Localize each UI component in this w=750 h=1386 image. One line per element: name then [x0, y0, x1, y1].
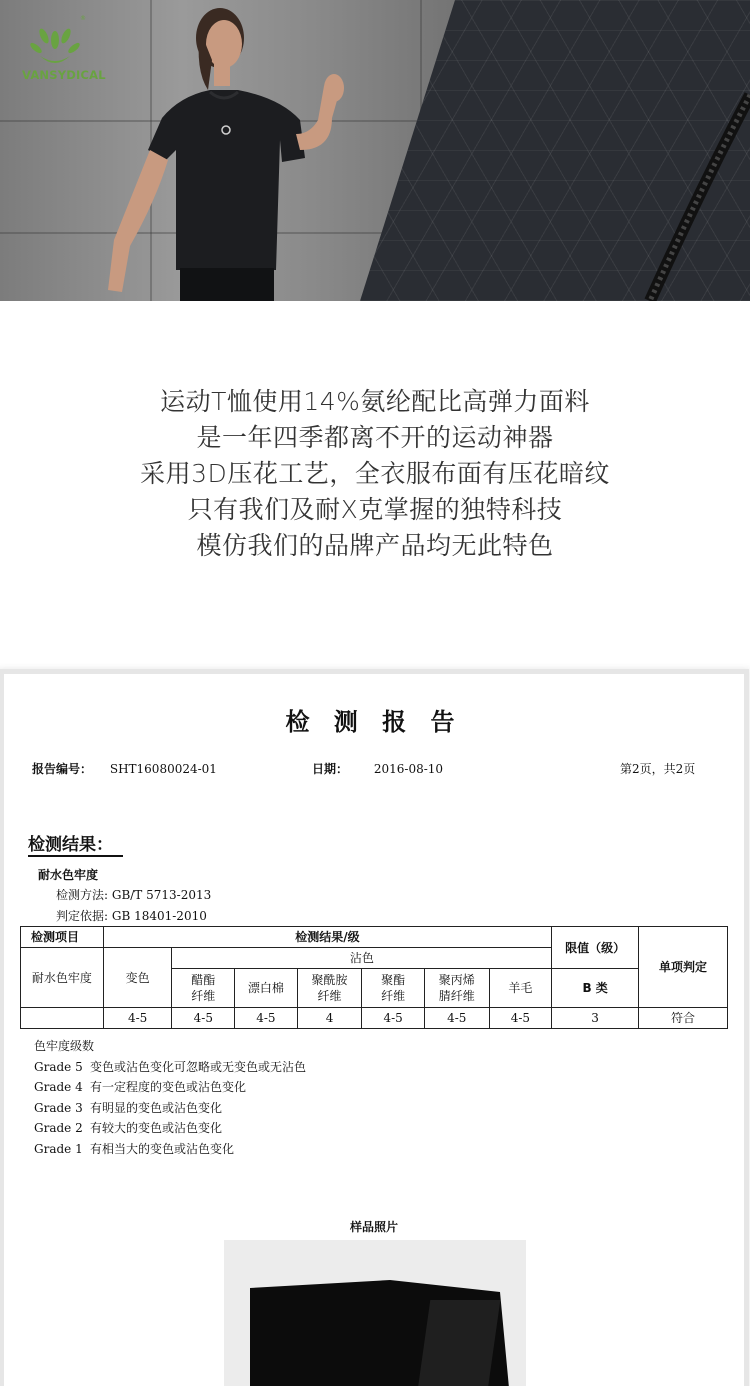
header-result: 检测结果/级: [103, 927, 551, 948]
test-report-document: [4, 674, 744, 1386]
fiber-cell: 聚丙烯 腈纤维: [424, 969, 489, 1008]
judgement-value: 符合: [639, 1008, 728, 1029]
col-change: 变色: [103, 948, 172, 1008]
grade-legend: [34, 1036, 306, 1160]
athlete-image: [100, 0, 360, 301]
description-line: 只有我们及耐X克掌握的独特科技: [187, 495, 563, 524]
grade-item: Grade 1 有相当大的变色或沾色变化: [34, 1141, 235, 1156]
results-table: [20, 926, 728, 1029]
value-cell: 4-5: [489, 1008, 552, 1029]
report-number-value: SHT16080024-01: [109, 762, 217, 776]
header-limit: 限值（级）: [552, 927, 639, 969]
limit-class: B 类: [552, 969, 639, 1008]
page-indicator: 第2页，共2页: [620, 762, 696, 776]
test-method: 检测方法: GB/T 5713-2013: [56, 888, 212, 902]
report-date: [312, 760, 443, 777]
header-item: 检测项目: [21, 927, 104, 948]
description-line: 模仿我们的品牌产品均无此特色: [196, 531, 554, 560]
sample-photo: [224, 1240, 526, 1386]
fiber-cell: 聚酰胺 纤维: [297, 969, 362, 1008]
fiber-cell: 聚酯 纤维: [362, 969, 425, 1008]
judgement-basis: 判定依据: GB 18401-2010: [56, 909, 207, 923]
fiber-cell: 醋酯 纤维: [172, 969, 235, 1008]
svg-text:®: ®: [80, 15, 86, 22]
description-line: 运动T恤使用14%氨纶配比高弹力面料: [160, 387, 590, 416]
row-label: 耐水色牢度: [21, 948, 104, 1008]
section-title: 检测结果：: [28, 830, 123, 857]
value-cell: 4-5: [424, 1008, 489, 1029]
grade-item: Grade 5 变色或沾色变化可忽略或无变色或无沾色: [34, 1059, 307, 1074]
value-cell: 4-5: [362, 1008, 425, 1029]
value-cell: 4-5: [172, 1008, 235, 1029]
test-subtitle: 耐水色牢度: [38, 868, 99, 882]
fiber-cell: 羊毛: [489, 969, 552, 1008]
report-number-label: 报告编号：: [32, 762, 93, 776]
grade-item: Grade 3 有明显的变色或沾色变化: [34, 1100, 223, 1115]
report-date-value: 2016-08-10: [373, 762, 444, 776]
header-judge: 单项判定: [639, 927, 728, 1008]
value-cell: 4: [297, 1008, 362, 1029]
sample-photo-title: 样品照片: [349, 1220, 398, 1234]
fiber-cell: 漂白棉: [235, 969, 298, 1008]
grade-legend-title: 色牢度级数: [34, 1039, 95, 1053]
hero-banner: [0, 0, 750, 301]
value-cell: 4-5: [103, 1008, 172, 1029]
table-header-row: [21, 927, 728, 948]
product-description: [0, 384, 750, 564]
value-cell: 4-5: [235, 1008, 298, 1029]
limit-value: 3: [552, 1008, 639, 1029]
report-title: 检 测 报 告: [285, 708, 463, 736]
report-date-label: 日期：: [312, 762, 349, 776]
header-stain: 沾色: [172, 948, 552, 969]
empty-cell: [21, 1008, 104, 1029]
values-row: [21, 1008, 728, 1029]
grade-item: Grade 2 有较大的变色或沾色变化: [34, 1121, 223, 1136]
report-number: [32, 760, 217, 777]
brand-name: VANSYDICAL: [22, 68, 106, 82]
description-line: 是一年四季都离不开的运动神器: [196, 423, 554, 452]
grade-item: Grade 4 有一定程度的变色或沾色变化: [34, 1080, 247, 1095]
description-line: 采用3D压花工艺，全衣服布面有压花暗纹: [140, 459, 610, 488]
fabric-seam-stitching: [330, 0, 750, 301]
